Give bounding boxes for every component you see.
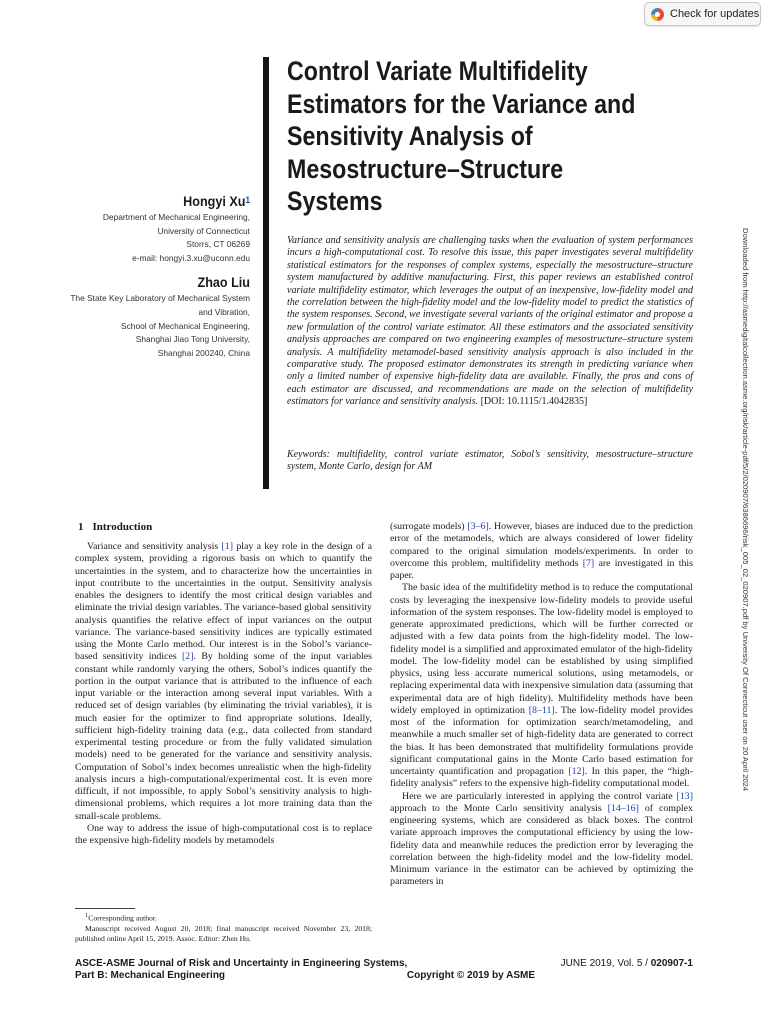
journal-footer	[75, 958, 535, 981]
footnotes	[75, 911, 372, 944]
abstract-text: Variance and sensitivity analysis are challenging tasks when the evaluation of system performances incurs a high-computational cost. To resolve this issue, this paper investigates several multifidelity statistical estimators for the responses of complex systems, especially the mesostructure–structure system manufactured by additive manufacturing. First, this paper reviews an established control variate multifidelity estimator, which leverages the output of an inexpensive, low-fidelity model and the correlation between the high-fidelity model and the low-fidelity model to predict the statistics of the system responses. Second, we investigate several variants of the original estimator and propose a new formulation of the control variate estimator. All these estimators and the associated sensitivity analysis approaches are compared on two engineering examples of mesostructure–structure system analysis. A multifidelity metamodel-based sensitivity analysis approach is also included in the comparative study. The proposed estimator demonstrates its strength in predicting variance when only a limited number of expensive high-fidelity data are available. Finally, the pros and cons of each estimator are discussed, and recommendations are made on the selection of multifidelity estimators for variance and sensitivity analysis.	[287, 235, 693, 408]
citation-link[interactable]: [13]	[676, 790, 693, 802]
paragraph: Here we are particularly interested in applying the control variate [13] approach to the Monte Carlo sensitivity analysis [14–16] of complex engineering systems, which are considered as black boxes. The control variate approach improves the computational efficiency by using the low-fidelity data and meanwhile reduces the prediction error by leveraging the correlation between the high-fidelity model and the low-fidelity model. Minimum variance in the estimator can be achieved by optimizing the parameters in	[390, 790, 693, 888]
section-title: Introduction	[92, 521, 153, 533]
paragraph: One way to address the issue of high-computational cost is to replace the expensive high-fidelity models by metamodels	[75, 822, 372, 846]
right-column	[390, 521, 693, 889]
check-for-updates-label: Check for updates	[670, 8, 760, 20]
journal-name-line2: Part B: Mechanical Engineering	[75, 969, 226, 981]
affiliation-line: University of Connecticut	[157, 225, 250, 236]
download-watermark: Downloaded from http://asmedigitalcollection.asme.org/risk/article-pdf/5/2/020907/6386696/risk_005_02_020907.pdf by University Of Connecticut user on 20 April 2024	[741, 228, 750, 792]
footnote-corresponding: $^1$Corresponding author.	[85, 912, 157, 923]
affiliation-line: Shanghai Jiao Tong University,	[135, 334, 250, 345]
author-name: Hongyi Xu	[183, 193, 246, 209]
citation-link[interactable]: [14–16]	[607, 802, 639, 814]
paragraph: The basic idea of the multifidelity method is to reduce the computational costs by leveraging the inexpensive low-fidelity models to provide useful information of the system responses. The low-fidelity model is employed to generate approximated predictions, which will be further corrected or adjusted with a few data points from the high-fidelity model. The low-fidelity model is a simplified and approximated emulator of the high-fidelity model. The low-fidelity model can be established by using simplified physics, using less accurate numerical solutions, using metamodels, or replacing experimental data with inexpensive simulation data (assuming that experimental data are of high fidelity). Multifidelity methods have been widely employed in optimization [8–11]. The low-fidelity model provides most of the information for optimization search/metamodeling, and meanwhile a much smaller set of high-fidelity data are generated to correct the bias. It has been demonstrated that multifidelity formulations provide significant computational gains in the Monte Carlo based estimation for uncertainty quantification and propagation [12]. In this paper, the “high-fidelity analysis” refers to the expensive high-fidelity computational model.	[390, 582, 694, 790]
page-number: 020907-1	[650, 958, 693, 969]
check-for-updates-button[interactable]	[644, 2, 761, 26]
citation-link[interactable]: [7]	[582, 557, 595, 569]
affiliation-line: School of Mechanical Engineering,	[121, 320, 250, 331]
title-bar-decoration	[263, 57, 269, 489]
citation-link[interactable]: [2]	[182, 651, 194, 663]
journal-name-line1: ASCE-ASME Journal of Risk and Uncertainty in Engineering Systems,	[75, 958, 408, 969]
author-1	[40, 193, 250, 265]
section-number: 1	[78, 521, 84, 533]
left-column	[75, 521, 372, 847]
issue-date: JUNE 2019, Vol. 5 /	[560, 958, 651, 969]
footnote-manuscript: Manuscript received August 20, 2018; final manuscript received November 23, 2018; published online April 15, 2019. Assoc. Editor: Zhen Hu.	[75, 923, 372, 943]
affiliation-line: and Vibration,	[198, 306, 250, 317]
paper-title: Control Variate Multifidelity Estimators for the Variance and Sensitivity Analysis of Mesostructure–Structure Systems	[287, 56, 636, 216]
author-2	[40, 274, 250, 360]
abstract	[287, 235, 693, 409]
doi-link[interactable]: [DOI: 10.1115/1.4042835]	[480, 396, 588, 408]
author-affiliation	[40, 292, 250, 360]
citation-link[interactable]: [8–11]	[528, 704, 555, 716]
footnote-divider	[75, 908, 135, 909]
author-footnote-mark[interactable]: 1	[245, 195, 250, 205]
crossmark-icon	[651, 8, 664, 21]
issue-info	[536, 958, 693, 970]
affiliation-line: Department of Mechanical Engineering,	[102, 212, 250, 222]
paragraph: Variance and sensitivity analysis [1] play a key role in the design of a complex system, providing a rigorous basis on which to quantify the uncertainties in the system, and to characterize how the uncertainties in input contribute to the uncertainties in the output. Sensitivity analysis enables the designers to identify the most critical design variables and eliminate the trivial design variables. The variance-based global sensitivity analysis quantifies the relative effect of input variances on the output variance. The variance-based sensitivity indices are typically estimated using the Monte Carlo method. Our interest is in the Sobol’s variance-based sensitivity indices [2]. By holding some of the input variables constant while randomly varying the others, Sobol’s indices quantify the portion in the output variance that is attributed to the influence of each input variable or the interaction among several input variables. With a reduced set of design variables (by eliminating the trivial variables), it is much easier for the optimizer to find appropriate solutions. Ideally, sufficient high-fidelity training data (e.g., data collected from standard experimental testing procedure or from the fully validated simulation models) need to be generated for the variance and sensitivity analysis. Computation of Sobol’s index becomes unrealistic when the high-fidelity analysis incurs a high-computational/experimental cost. It is even more difficult, if not impossible, to apply Sobol’s sensitivity analysis to high-dimensional problems, which requires a lot more training data than the small-scale problems.	[75, 541, 372, 822]
affiliation-line: The State Key Laboratory of Mechanical System	[70, 293, 250, 304]
citation-link[interactable]: [1]	[221, 541, 233, 552]
affiliation-line: Shanghai 200240, China	[157, 347, 250, 358]
paragraph: (surrogate models) [3–6]. However, biases are induced due to the prediction error of the metamodels, which are always considered of lower fidelity compared to the original simulation models/experiments. In order to overcome this problem, multifidelity methods [7] are investigated in this paper.	[390, 521, 693, 581]
citation-link[interactable]: [12]	[568, 766, 585, 777]
copyright: Copyright © 2019 by ASME	[406, 969, 535, 981]
keywords: Keywords: multifidelity, control variate estimator, Sobol’s sensitivity, mesostructure–structure system, Monte Carlo, design for AM	[287, 449, 693, 473]
section-heading	[78, 521, 372, 534]
authors-block	[40, 193, 250, 360]
citation-link[interactable]: [3–6]	[467, 521, 489, 532]
author-name: Zhao Liu	[197, 274, 250, 291]
affiliation-line: Storrs, CT 06269	[186, 239, 250, 250]
author-email[interactable]: e-mail: hongyi.3.xu@uconn.edu	[132, 252, 250, 263]
author-affiliation	[40, 211, 250, 265]
